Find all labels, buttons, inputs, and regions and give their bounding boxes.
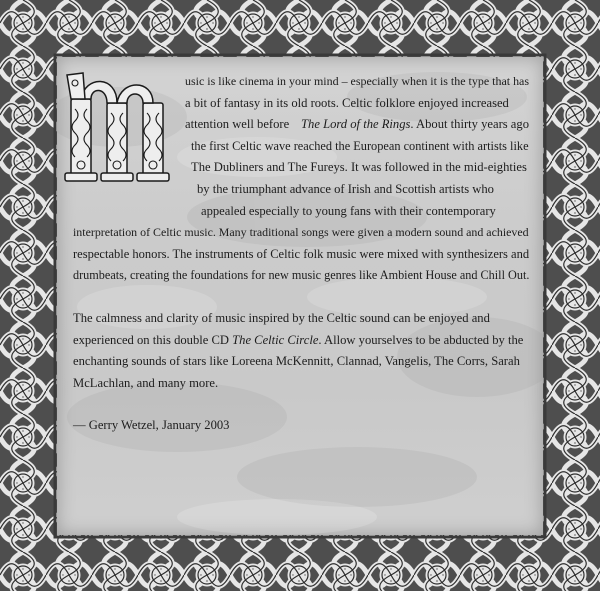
text-line: a bit of fantasy in its old roots. Celtic folklore enjoyed increased [185, 95, 509, 110]
text-line: McLachlan, and many more. [73, 375, 219, 390]
text-panel [57, 57, 543, 535]
paragraph-2 [73, 308, 529, 394]
text-line: appealed especially to young fans with their contemporary [201, 203, 496, 218]
liner-notes-text [73, 71, 529, 437]
text-line [73, 330, 529, 352]
text-line: interpretation of Celtic music. Many traditional songs were given a modern sound and achieved [73, 225, 529, 240]
text-line [73, 114, 529, 136]
text-fragment: . Allow yourselves to be abducted by the [318, 332, 524, 347]
signature: — Gerry Wetzel, January 2003 [73, 418, 230, 433]
text-line: usic is like cinema in your mind – especially when it is the type that has [185, 74, 530, 88]
text-line: by the triumphant advance of Irish and Scottish artists who [197, 181, 494, 196]
text-fragment: attention well before [185, 117, 290, 132]
paragraph-1 [73, 71, 529, 287]
text-line: The Dubliners and The Fureys. It was followed in the mid-eighties [191, 160, 527, 175]
text-fragment: experienced on this double CD [73, 332, 229, 347]
text-line: the first Celtic wave reached the European continent with artists like [191, 138, 529, 153]
text-line: drumbeats, creating the foundations for new music genres like Ambient House and Chill Out. [73, 268, 530, 283]
text-line: respectable honors. The instruments of Celtic folk music were mixed with synthesizers and [73, 246, 530, 261]
text-fragment [301, 114, 529, 136]
album-title: The Celtic Circle [232, 332, 319, 347]
text-line: enchanting sounds of stars like Loreena McKennitt, Clannad, Vangelis, The Corrs, Sarah [73, 354, 520, 369]
text-fragment: . About thirty years ago [410, 117, 529, 132]
book-title: The Lord of the Rings [301, 117, 411, 132]
text-line: The calmness and clarity of music inspired by the Celtic sound can be enjoyed and [73, 310, 490, 325]
